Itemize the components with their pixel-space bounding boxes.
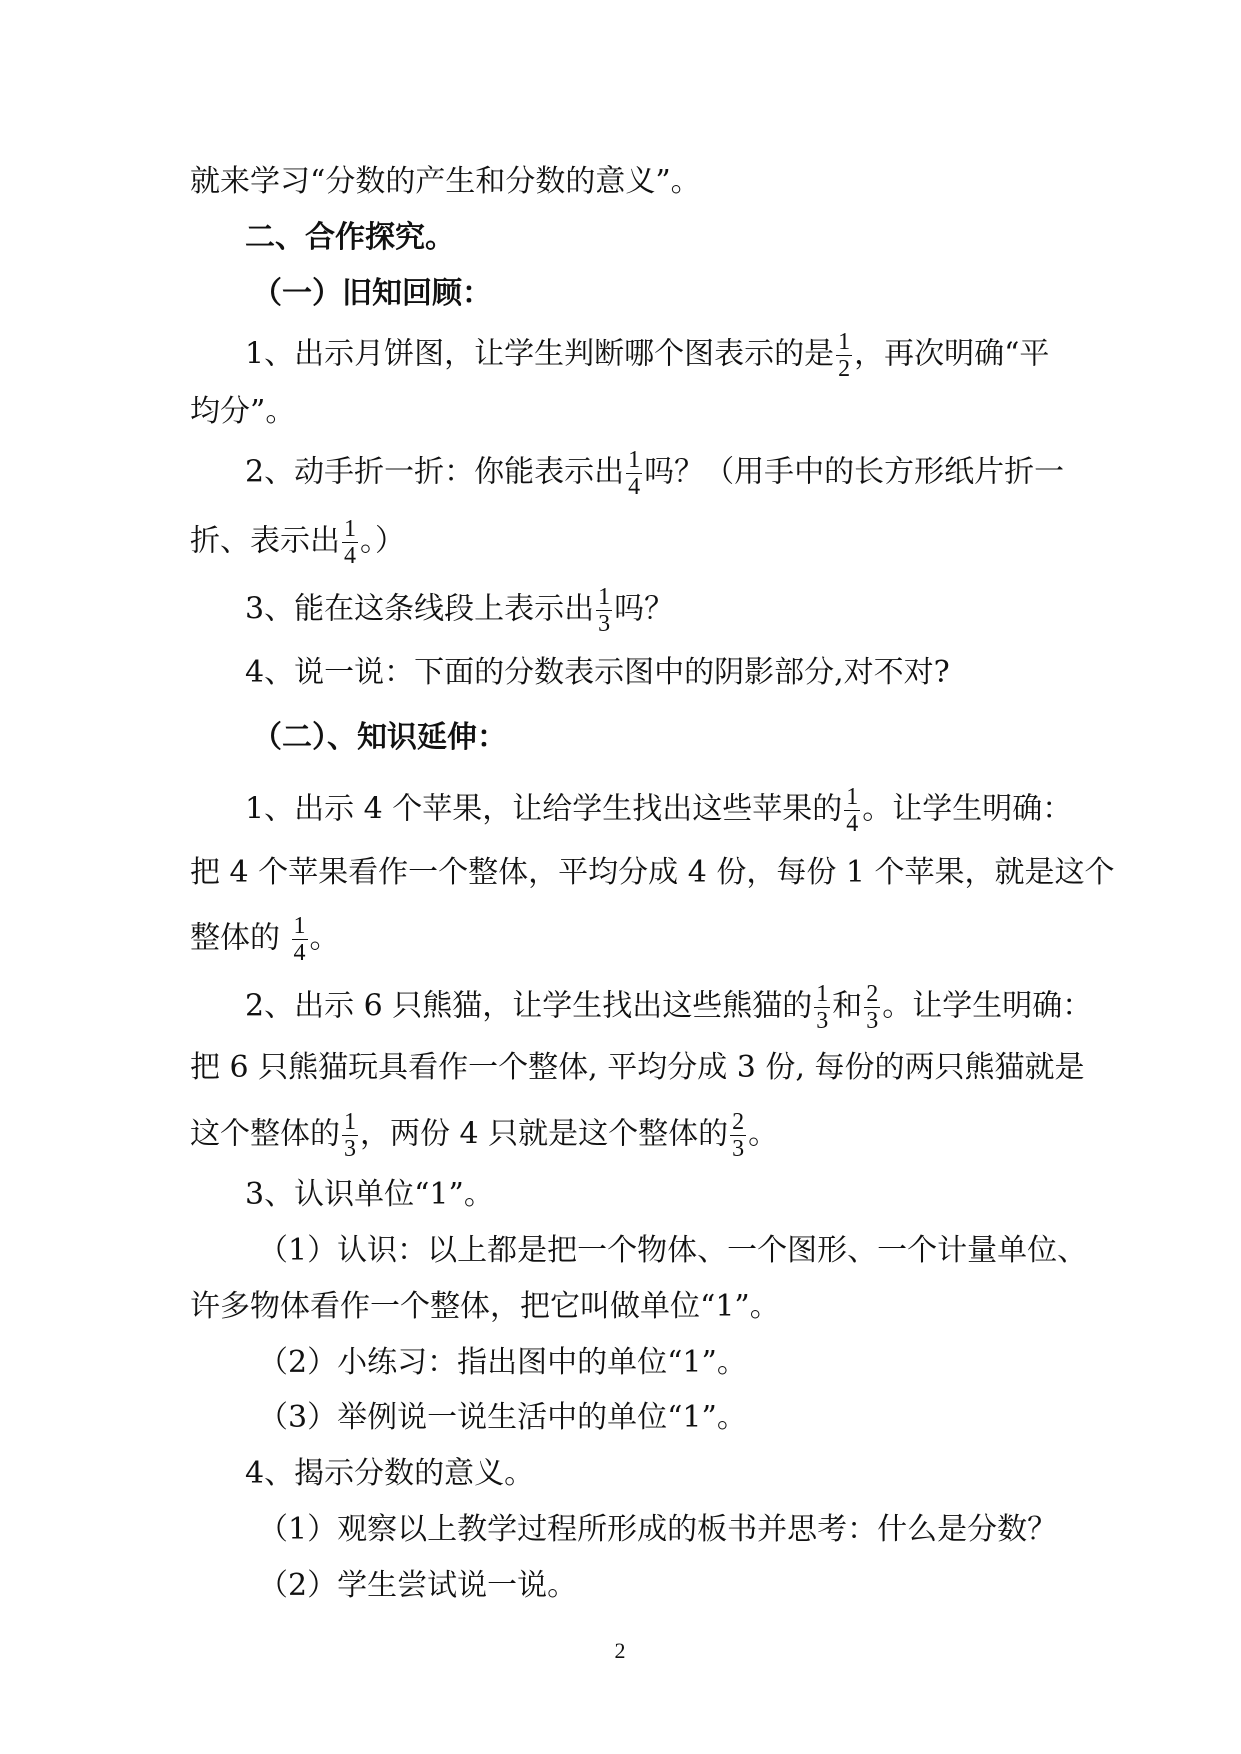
subsection-heading-extension: （二）、知识延伸： <box>252 720 507 755</box>
extension-item-2: 2、出示 6 只熊猫，让学生找出这些熊猫的 $\frac{1}{3}$ 和 $\frac{2}{3}$ 。让学生明确： <box>245 981 1093 1034</box>
extension-item-3-1: （1）认识：以上都是把一个物体、一个图形、一个计量单位、 <box>258 1233 1088 1268</box>
fraction-one-third: $\frac{1}{3}$ <box>598 584 611 637</box>
fraction-one-quarter: $\frac{1}{4}$ <box>628 447 641 500</box>
extension-item-1-line-2: 把 4 个苹果看作一个整体，平均分成 4 份，每份 1 个苹果，就是这个 <box>190 855 1115 890</box>
fraction-two-thirds: $\frac{2}{3}$ <box>732 1109 745 1162</box>
review-item-1: 1、出示月饼图，让学生判断哪个图表示的是 $\frac{1}{2}$ ，再次明确“平 <box>245 329 1050 382</box>
fraction-one-quarter: $\frac{1}{4}$ <box>293 913 306 966</box>
fraction-one-third: $\frac{1}{3}$ <box>344 1109 356 1162</box>
extension-item-2-line-2: 把 6 只熊猫玩具看作一个整体, 平均分成 3 份, 每份的两只熊猫就是 <box>190 1050 1085 1085</box>
extension-item-1-line-3: 整体的 $\frac{1}{4}$ 。 <box>190 913 340 966</box>
extension-item-3-2: （2）小练习：指出图中的单位“1”。 <box>258 1345 747 1380</box>
review-item-1-continued: 均分”。 <box>190 394 296 429</box>
section-heading-cooperative-inquiry: 二、合作探究。 <box>245 220 455 255</box>
fraction-one-third: $\frac{1}{3}$ <box>816 981 829 1034</box>
extension-item-3-1-continued: 许多物体看作一个整体，把它叫做单位“1”。 <box>190 1289 780 1324</box>
extension-item-3-3: （3）举例说一说生活中的单位“1”。 <box>258 1400 747 1435</box>
extension-item-4: 4、揭示分数的意义。 <box>245 1456 535 1491</box>
extension-item-4-2: （2）学生尝试说一说。 <box>258 1568 578 1603</box>
extension-item-4-1: （1）观察以上教学过程所形成的板书并思考：什么是分数？ <box>258 1512 1058 1547</box>
fraction-two-thirds: $\frac{2}{3}$ <box>866 981 879 1034</box>
review-item-3: 3、能在这条线段上表示出 $\frac{1}{3}$ 吗？ <box>245 584 675 637</box>
fraction-one-quarter: $\frac{1}{4}$ <box>846 784 859 837</box>
paragraph-intro-end: 就来学习“分数的产生和分数的意义”。 <box>190 164 701 199</box>
page-number: 2 <box>614 1638 626 1663</box>
fraction-one-quarter: $\frac{1}{4}$ <box>344 516 356 569</box>
review-item-4: 4、说一说：下面的分数表示图中的阴影部分,对不对? <box>245 655 950 690</box>
extension-item-3: 3、认识单位“1”。 <box>245 1177 494 1212</box>
extension-item-1: 1、出示 4 个苹果，让给学生找出这些苹果的 $\frac{1}{4}$ 。让学生明确： <box>245 784 1073 837</box>
extension-item-2-line-3: 这个整体的 $\frac{1}{3}$ ，两份 4 只就是这个整体的 $\frac{2}{3}$ 。 <box>190 1109 779 1162</box>
fraction-one-half: $\frac{1}{2}$ <box>838 329 851 382</box>
subsection-heading-review: （一）旧知回顾： <box>252 276 492 311</box>
review-item-2: 2、动手折一折：你能表示出 $\frac{1}{4}$ 吗？（用手中的长方形纸片折一 <box>245 447 1065 500</box>
review-item-2-continued: 折、表示出 $\frac{1}{4}$ 。） <box>190 516 405 569</box>
